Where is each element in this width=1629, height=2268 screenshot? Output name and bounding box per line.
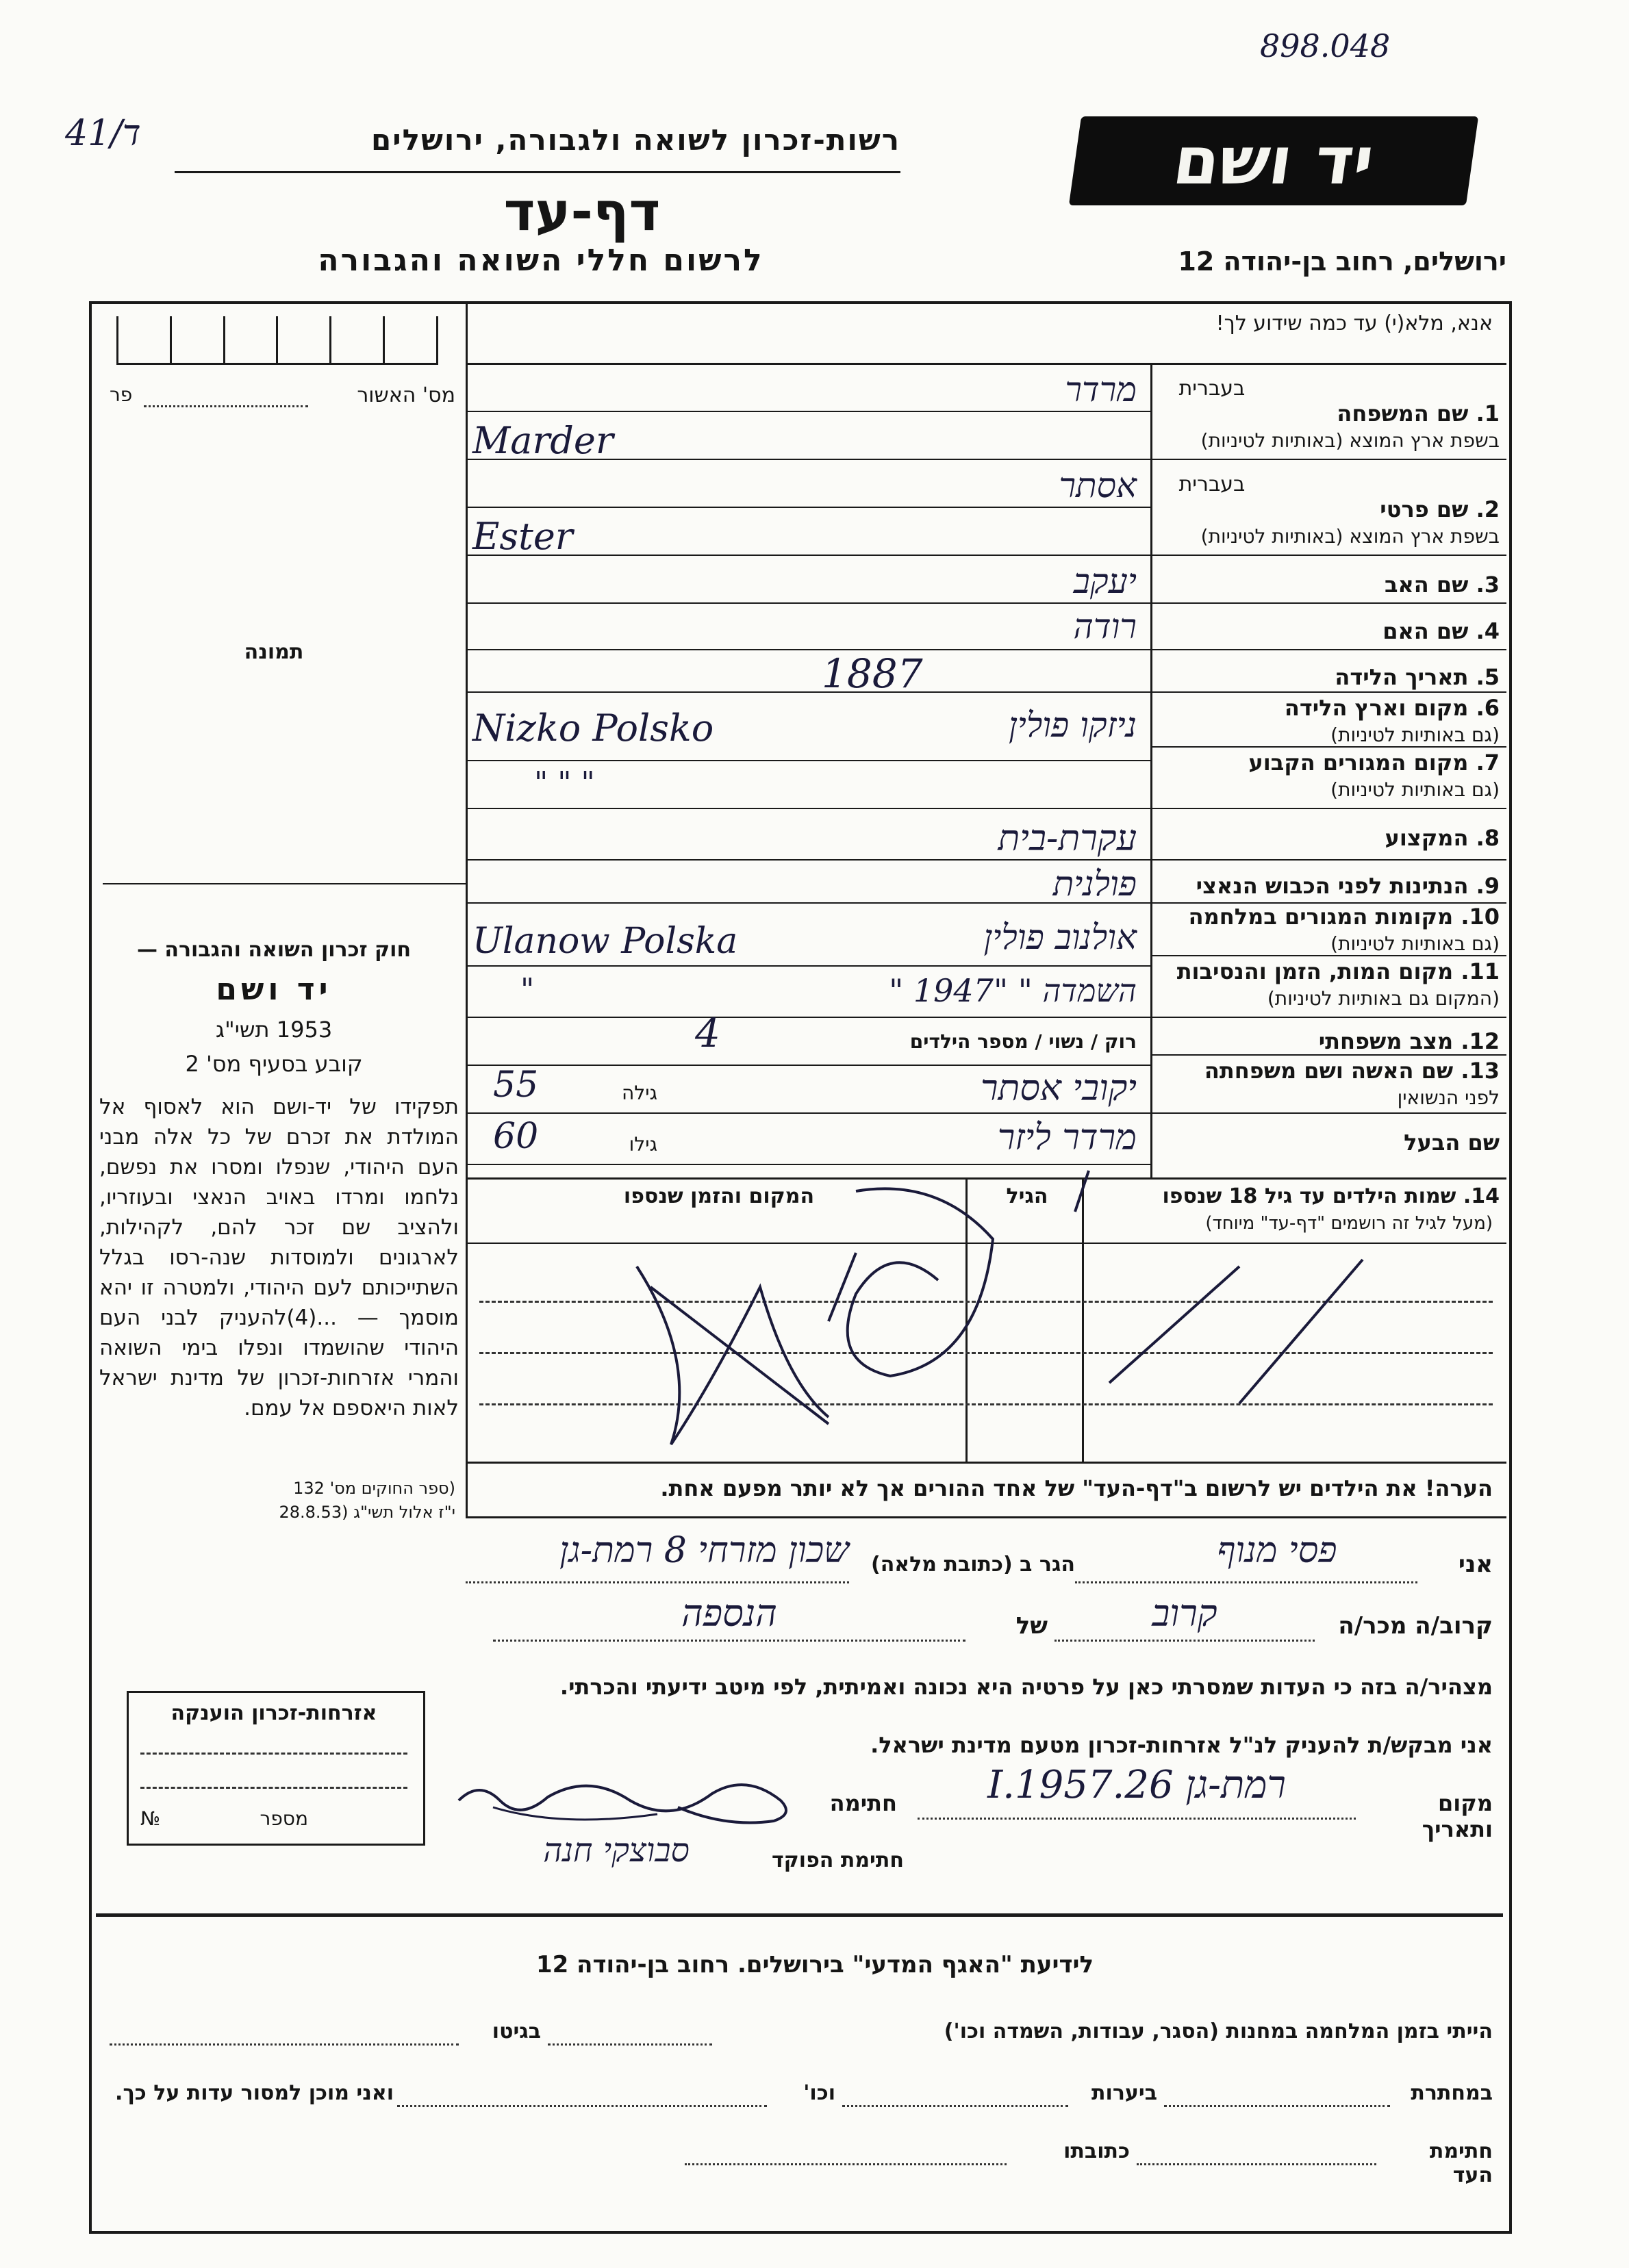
archive-number: 898.048 — [1260, 27, 1391, 64]
citizenship-line-2 — [140, 1787, 407, 1789]
value-residence: " " " — [534, 765, 595, 800]
value-mother: רודה — [1073, 607, 1137, 646]
footer-line3-dots-1 — [1137, 2163, 1376, 2165]
value-war-places-lat: Ulanow Polska — [472, 921, 738, 962]
citizenship-number-label: מספר — [260, 1807, 308, 1830]
field-2-sub: בשפת ארץ המוצא (באותיות לטיניות) — [1200, 525, 1500, 548]
value-line — [466, 1017, 1150, 1018]
row-line — [1150, 691, 1506, 693]
citizenship-line-1 — [140, 1753, 407, 1755]
footer-title: לידיעת "האגף המדעי" בירושלים. רחוב בן-יהודה 12 — [535, 1951, 1094, 1978]
decl-place-date-label: מקום ותאריך — [1422, 1790, 1493, 1842]
law-ref-1: (ספר החוקים מס' 132 — [293, 1479, 455, 1498]
field-11-sub: (המקום גם באותיות לטיניות) — [1267, 987, 1500, 1010]
decl-relation-line — [1055, 1640, 1315, 1642]
decl-signature-label: חתימה — [829, 1790, 897, 1816]
decl-address-line — [466, 1581, 849, 1583]
decl-residing-label: הגר ב (כתובת מלאה) — [870, 1553, 1075, 1577]
decl-deceased-ref: הנספה — [681, 1592, 777, 1635]
witness-signature — [452, 1766, 808, 1835]
decl-place-date-line — [918, 1818, 1356, 1820]
field-6-sub: (גם באותיות לטיניות) — [1330, 724, 1500, 746]
decl-address: שכון מזרחי 8 רמת-גן — [559, 1530, 849, 1571]
photo-label: תמונה — [244, 640, 304, 664]
value-line — [466, 507, 1150, 508]
value-wife-name: יקובי אסתר — [980, 1068, 1137, 1109]
field-7-label: 7. מקום המגורים הקבוע — [1248, 750, 1500, 776]
value-line — [466, 602, 1150, 604]
value-nationality: פולנית — [1052, 864, 1137, 904]
field-2-num: 2. — [1476, 496, 1500, 522]
field-12-label: 12. מצב משפחתי — [1318, 1028, 1500, 1054]
stamp-number: 41/ד — [65, 113, 141, 154]
law-year-line — [96, 1017, 452, 1043]
row-line — [1150, 602, 1506, 604]
value-line — [466, 859, 1150, 861]
row-line — [1150, 808, 1506, 809]
note-bottom-line — [466, 1516, 1506, 1518]
form-title: דף-עד — [503, 181, 661, 243]
husband-label: שם הבעל — [1404, 1130, 1500, 1156]
children-note: הערה! את הילדים יש לרשום ב"דף-העד" של אחד ההורים אך לא יותר מפעם אחת. — [660, 1475, 1493, 1501]
decl-relation-label: קרוב/ה מכר/ה — [1338, 1612, 1493, 1640]
children-col-age: הגיל — [1006, 1184, 1048, 1208]
instruction-underline — [466, 363, 1506, 365]
marital-options: רוק / נשוי / מספר הילדים — [909, 1030, 1137, 1053]
field-13-label: 13. שם האשה ושם משפחתה — [1204, 1058, 1500, 1084]
age-label-m: גילו — [629, 1133, 657, 1156]
photo-bottom-line — [103, 883, 466, 884]
field-13-sub: לפני הנשואין — [1397, 1086, 1500, 1109]
value-death: השמדה " "1947 " — [889, 972, 1137, 1009]
strike-scribbles — [472, 1157, 1500, 1465]
decl-statement: מצהיר/ה בזה כי העדות שמסרתי כאן על פרטיה היא נכונה ואמיתית, לפי מיטב ידיעתי והכרתי. — [559, 1674, 1493, 1700]
field-3-label: 3. שם האב — [1384, 572, 1500, 598]
approval-line — [144, 405, 308, 407]
footer-line2-b: ביערות — [1091, 2081, 1157, 2105]
row-line — [1150, 746, 1506, 748]
value-wife-age: 55 — [493, 1065, 539, 1106]
footer-line1: הייתי בזמן המלחמה במחנות (הסגר, עבודות, השמדה וכו') — [944, 2019, 1493, 2043]
authority-underline — [175, 171, 900, 173]
row-line — [1150, 555, 1506, 556]
value-line — [466, 808, 1150, 809]
approval-label: מס' האשור — [357, 383, 455, 407]
citizenship-no: № — [140, 1807, 161, 1830]
value-line — [466, 649, 1150, 650]
approval-boxes — [116, 316, 438, 365]
children-sub: (מעל לגיל זה רושמים "דף-עד" מיוחד) — [1205, 1213, 1493, 1234]
value-birth-date: 1887 — [822, 650, 923, 697]
law-ref-2: י"ז אלול תשי"ג (28.8.53 — [279, 1503, 455, 1522]
field-1-num: 1. — [1476, 400, 1500, 426]
field-8-label: 8. המקצוע — [1385, 825, 1500, 851]
row-line — [1150, 1112, 1506, 1114]
value-line — [466, 1112, 1150, 1114]
footer-line3-dots-2 — [685, 2163, 1007, 2165]
field-6-label: 6. מקום וארץ הלידה — [1284, 695, 1500, 721]
field-10-label: 10. מקומות המגורים במלחמה — [1188, 904, 1500, 930]
row-line — [1150, 649, 1506, 650]
value-war-places-he: אולנוב פולין — [983, 917, 1137, 957]
row-line — [1150, 859, 1506, 861]
value-father: יעקב — [1073, 561, 1137, 601]
law-name: יד ושם — [216, 972, 332, 1007]
decl-deceased-line — [493, 1640, 965, 1642]
value-line — [466, 1065, 1150, 1066]
decl-clerk-signature: סבוצקי חנה — [543, 1831, 690, 1870]
row-line — [1150, 955, 1506, 956]
footer-line1-dots — [548, 2043, 712, 2046]
value-birth-place-he: ניזקו פולין — [1009, 705, 1137, 745]
law-year: 1953 — [276, 1017, 333, 1043]
value-surname-lat: Marder — [472, 419, 614, 462]
footer-line1-dots-2 — [110, 2043, 459, 2046]
footer-line2-a: במחתרת — [1411, 2081, 1493, 2105]
field-2-label — [1157, 496, 1500, 522]
footer-line3-a: חתימת העד — [1429, 2139, 1493, 2187]
field-1-label — [1157, 400, 1500, 426]
footer-line3-b: כתובתו — [1063, 2139, 1130, 2163]
decl-of-label: של — [1015, 1612, 1048, 1640]
value-death-lat: " — [520, 972, 535, 1007]
footer-line2-dots-1 — [1164, 2105, 1390, 2107]
decl-clerk-label: חתימת הפוקד — [772, 1848, 904, 1872]
footer-divider — [96, 1913, 1503, 1917]
decl-witness-name: פסי מנוף — [1217, 1530, 1337, 1571]
decl-i-label: אני — [1458, 1551, 1493, 1578]
value-line — [466, 760, 1150, 761]
decl-request: אני מבקש/ת להעניק לנ"ל אזרחות-זכרון מטעם מדינת ישראל. — [870, 1732, 1493, 1758]
value-husband-name: מרדר ליזר — [997, 1117, 1137, 1158]
field-5-label: 5. תאריך הלידה — [1335, 664, 1500, 690]
value-firstname-he: אסתר — [1059, 466, 1137, 505]
footer-line1-end: בגיטו — [492, 2019, 541, 2043]
value-line — [466, 411, 1150, 412]
row-line — [1150, 1054, 1506, 1056]
field-1-text: שם המשפחה — [1337, 400, 1469, 426]
decl-place-date: רמת-גן 26.I.1957 — [987, 1763, 1286, 1807]
left-column-divider — [466, 301, 468, 1516]
approval-suffix: פר — [110, 383, 133, 406]
value-line — [466, 691, 1150, 693]
law-clause: קובע בסעיף מס' 2 — [185, 1051, 363, 1077]
row-line — [1150, 902, 1506, 904]
footer-line2-c: וכו' — [803, 2081, 835, 2105]
value-profession: עקרת-בית — [998, 818, 1137, 859]
field-4-label: 4. שם האם — [1382, 618, 1500, 644]
field-9-label: 9. הנתינות לפני הכבוש הנאצי — [1196, 873, 1500, 899]
hebrew-label-2: בעברית — [1178, 472, 1246, 496]
children-label: 14. שמות הילדים עד גיל 18 שנספו — [1162, 1184, 1500, 1208]
value-husband-age: 60 — [493, 1116, 539, 1157]
decl-name-line — [1075, 1581, 1417, 1583]
form-instruction: אנא, מלא(י) עד כמה שידוע לך! — [1215, 311, 1493, 335]
footer-line2-end: ואני מוכן למסור עדות על כך. — [115, 2081, 394, 2105]
field-1-sub: בשפת ארץ המוצא (באותיות לטיניות) — [1200, 429, 1500, 452]
field-2-text: שם פרטי — [1380, 496, 1469, 522]
value-children-count: 4 — [695, 1010, 720, 1056]
law-title: חוק זכרון השואה והגבורה — — [136, 938, 412, 962]
field-7-sub: (גם באותיות לטיניות) — [1330, 778, 1500, 801]
citizenship-box-title: אזרחות-זכרון הוענקה — [171, 1701, 377, 1725]
law-year-hebrew: תשי"ג — [215, 1017, 270, 1043]
form-subtitle: לרשום חללי השואה והגבורה — [318, 243, 764, 278]
footer-line2-dots-2 — [842, 2105, 1068, 2107]
row-line — [1150, 1017, 1506, 1018]
footer-line2-dots-3 — [397, 2105, 767, 2107]
law-text: תפקידו של יד-ושם הוא לאסוף אל המולדת את זכרם של כל אלה מבני העם היהודי, שנפלו ומסרו את נפשם, נלחמו ומרדו באויב הנאצי ובעוזריו, ולהציב שם זכר להם, לקהילות, לארגונים ולמוסדות שנה-רסו בגלל השתייכותם לעם היהודי, ולמטרה זו יהא מוסמך — ...(4)להעניק לבני העם היהודי שהושמדו ונפלו בימי השואה והמרי אזרחות-זכרון של מדינת ישראל לאות היאספם אל עמם. — [99, 1095, 459, 1420]
value-line — [466, 965, 1150, 967]
value-surname-he: מרדר — [1065, 370, 1137, 409]
value-birth-place-lat: Nizko Polsko — [472, 706, 714, 750]
decl-relation: קרוב — [1152, 1592, 1217, 1635]
hebrew-label-1: בעברית — [1178, 377, 1246, 400]
address-line: ירושלים, רחוב בן-יהודה 12 — [1178, 246, 1506, 277]
value-firstname-lat: Ester — [472, 515, 573, 558]
age-label-f: גילה — [621, 1082, 657, 1104]
row-line — [1150, 459, 1506, 460]
authority-line: רשות-זכרון לשואה ולגבורה, ירושלים — [370, 123, 900, 157]
field-11-label: 11. מקום המות, הזמן והנסיבות — [1176, 958, 1500, 984]
field-10-sub: (גם באותיות לטיניות) — [1330, 932, 1500, 955]
yad-vashem-logo: יד ושם — [1069, 116, 1478, 205]
children-col-place: המקום והזמן שנספו — [623, 1184, 815, 1208]
